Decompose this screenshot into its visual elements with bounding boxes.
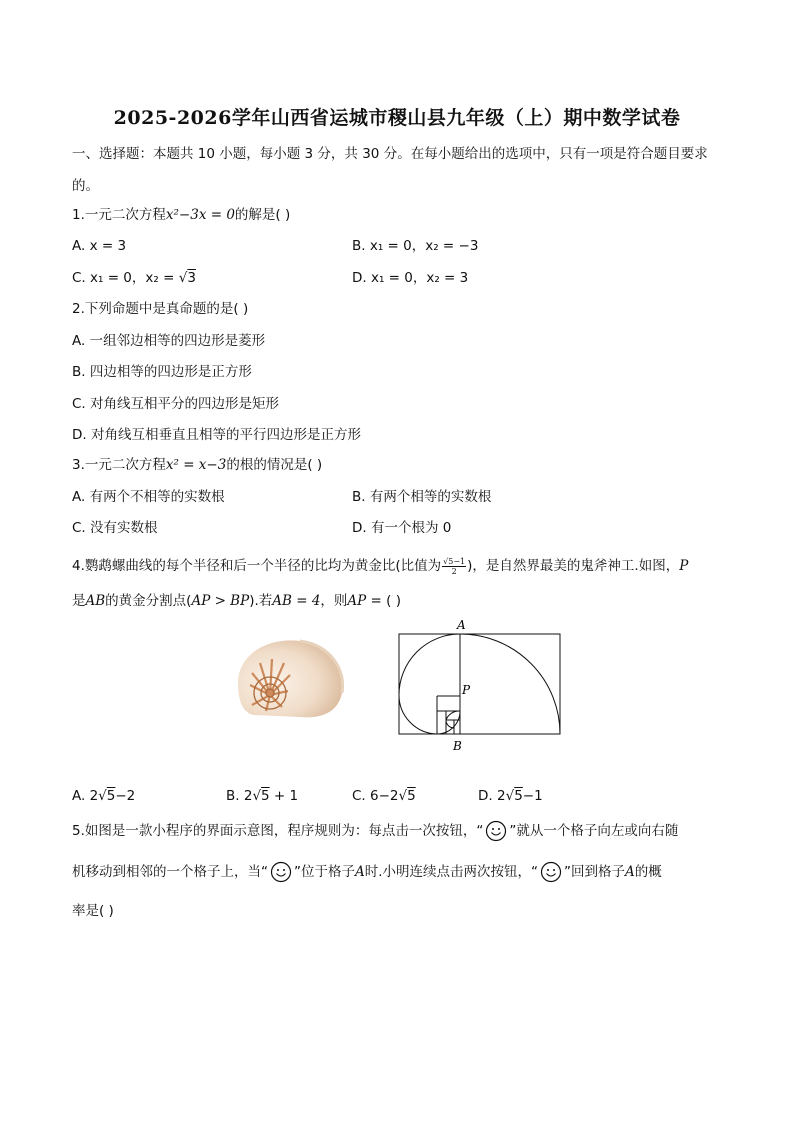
q2-option-c: C. 对角线互相平分的四边形是矩形 — [72, 396, 280, 412]
q5-stem-line1 — [72, 820, 678, 842]
q5-stem-line2 — [72, 861, 662, 883]
nautilus-shell-image — [230, 635, 350, 721]
q4-ap-expr: AP = — [347, 593, 387, 609]
q2-option-d: D. 对角线互相垂直且相等的平行四边形是正方形 — [72, 427, 361, 443]
q2-option-a: A. 一组邻边相等的四边形是菱形 — [72, 333, 266, 349]
diagram-label-a: A — [457, 618, 466, 632]
q4-stem-text: 4.鹦鹉螺曲线的每个半径和后一个半径的比均为黄金比(比值为 — [72, 558, 442, 574]
q5-cell-a: A — [355, 864, 365, 880]
q5-text-c: 机移动到相邻的一个格子上，当“ — [72, 864, 268, 880]
q1-option-c-text: C. x₁ = 0，x₂ = — [72, 270, 179, 286]
q4-text-e: ( ) — [386, 593, 401, 609]
q4-option-c: C. 6−2√5 — [352, 788, 416, 804]
diagram-label-b: B — [453, 739, 462, 753]
q3-option-b: B. 有两个相等的实数根 — [352, 489, 492, 505]
smiley-icon — [270, 861, 292, 883]
q4-segment-ab: AB — [85, 593, 106, 609]
q3-stem — [72, 455, 322, 475]
q4-stem-line2 — [72, 591, 401, 611]
q4-ab-value: AB = 4 — [272, 593, 321, 609]
q5-text-g: 的概 — [634, 864, 662, 880]
q4-option-b-radicand: 5 — [261, 788, 270, 804]
q3-option-c: C. 没有实数根 — [72, 520, 158, 536]
q4-fraction-numerator: √5−1 — [443, 556, 466, 566]
q4-stem-line1 — [72, 556, 688, 576]
q4-text-a: 是 — [72, 593, 86, 609]
q4-option-a-tail: −2 — [115, 788, 136, 804]
q4-golden-ratio-fraction — [442, 557, 466, 576]
q4-fraction-denominator: 2 — [451, 566, 457, 576]
q1-option-a: A. x = 3 — [72, 238, 127, 254]
q2-option-b: B. 四边相等的四边形是正方形 — [72, 364, 252, 380]
q4-point-p: P — [679, 558, 689, 574]
q1-option-c-radicand: 3 — [187, 270, 196, 286]
q5-text-f: ”回到格子 — [564, 864, 626, 880]
q1-option-d: D. x₁ = 0，x₂ = 3 — [352, 270, 469, 286]
q4-option-b-text: B. 2 — [226, 788, 253, 804]
q5-text-d: ”位于格子 — [294, 864, 355, 880]
section-instructions-line2: 的。 — [72, 178, 99, 194]
q4-text-c: ).若 — [249, 593, 273, 609]
diagram-label-p: P — [462, 683, 471, 697]
q4-stem-text-2: )，是自然界最美的鬼斧神工.如图， — [467, 558, 680, 574]
section-instructions-line1: 一、选择题：本题共 10 小题，每小题 3 分，共 30 分。在每小题给出的选项中，只有一项是符合题目要求 — [72, 146, 708, 162]
q4-text-d: ，则 — [320, 593, 348, 609]
q4-option-c-text: C. 6−2 — [352, 788, 399, 804]
q4-condition: AP > BP — [191, 593, 250, 609]
q4-option-a-radicand: 5 — [106, 788, 116, 804]
q1-stem-text: 1.一元二次方程 — [72, 207, 166, 223]
q1-stem-end: 的解是( ) — [234, 207, 291, 223]
q4-option-a: A. 2√5−2 — [72, 788, 136, 804]
q3-option-d: D. 有一个根为 0 — [352, 520, 452, 536]
q3-stem-text: 3.一元二次方程 — [72, 457, 166, 473]
smiley-icon — [485, 820, 507, 842]
exam-title: 2025-2026学年山西省运城市稷山县九年级（上）期中数学试卷 — [113, 107, 681, 129]
q3-equation: x² = x−3 — [165, 457, 227, 473]
q1-equation: x²−3x = 0 — [165, 207, 235, 223]
q4-option-c-radicand: 5 — [407, 788, 416, 804]
q4-option-d-radicand: 5 — [514, 788, 523, 804]
q5-stem-line3: 率是( ) — [72, 903, 114, 919]
q5-text-b: ”就从一个格子向左或向右随 — [509, 823, 679, 839]
q3-option-a: A. 有两个不相等的实数根 — [72, 489, 225, 505]
q1-option-c: C. x₁ = 0，x₂ = √3 — [72, 270, 196, 286]
q2-stem: 2.下列命题中是真命题的是( ) — [72, 301, 249, 317]
q4-option-a-text: A. 2 — [72, 788, 99, 804]
q4-text-b: 的黄金分割点( — [105, 593, 192, 609]
q4-option-b: B. 2√5 + 1 — [226, 788, 299, 804]
q1-stem — [72, 205, 290, 225]
q3-stem-end: 的根的情况是( ) — [226, 457, 323, 473]
q5-cell-a-2: A — [625, 864, 635, 880]
q4-option-d-text: D. 2 — [478, 788, 506, 804]
q5-text-e: 时.小明连续点击两次按钮，“ — [364, 864, 539, 880]
golden-spiral-diagram — [395, 616, 565, 756]
q5-text-a: 5.如图是一款小程序的界面示意图，程序规则为：每点击一次按钮，“ — [72, 823, 484, 839]
q4-option-d-tail: −1 — [522, 788, 543, 804]
q4-option-b-tail: + 1 — [269, 788, 299, 804]
smiley-icon — [540, 861, 562, 883]
q1-option-b: B. x₁ = 0，x₂ = −3 — [352, 238, 479, 254]
q4-option-d: D. 2√5−1 — [478, 788, 543, 804]
